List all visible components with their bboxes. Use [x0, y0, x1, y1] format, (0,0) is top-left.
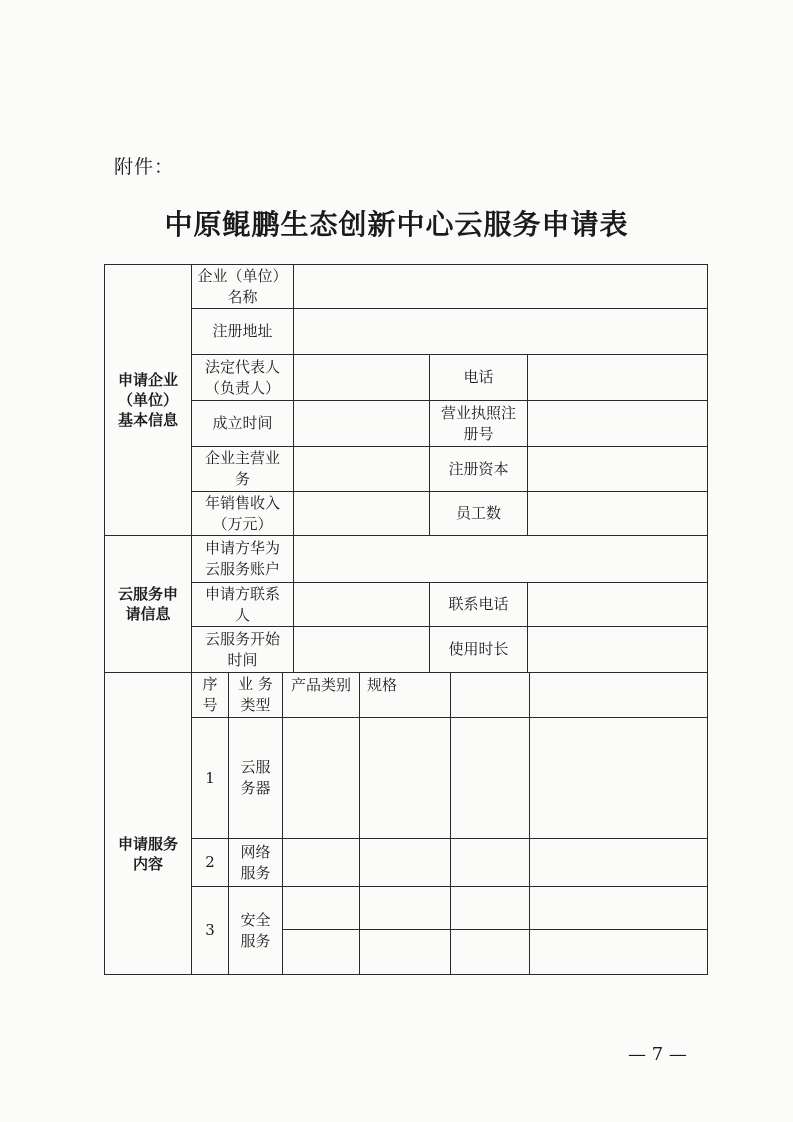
- service-row-no: 3: [205, 921, 215, 939]
- section-service-header-line: 内容: [132, 854, 163, 873]
- label-line: 人: [234, 605, 250, 624]
- label-main-business: [192, 447, 293, 491]
- label-line: 网络: [240, 842, 271, 861]
- label-line: 营业执照注: [440, 403, 516, 422]
- label-contact: [192, 583, 293, 626]
- label-reg-capital: 注册资本: [448, 459, 509, 478]
- label-annual-sales: [192, 492, 293, 535]
- section-service-header: [105, 673, 191, 974]
- label-address: 注册地址: [212, 322, 273, 340]
- input-license-no[interactable]: [528, 401, 707, 446]
- input-start-time[interactable]: [294, 627, 429, 672]
- label-line: 时间: [227, 650, 258, 669]
- label-license-no: [430, 401, 527, 446]
- section-cloud-header: [105, 536, 191, 672]
- input-address[interactable]: [294, 309, 707, 354]
- label-line: 务器: [240, 779, 271, 797]
- input-legal-rep[interactable]: [294, 355, 429, 400]
- input-cloud-account[interactable]: [294, 536, 707, 582]
- input-reg-capital[interactable]: [528, 447, 707, 491]
- label-contact-phone: 联系电话: [448, 595, 509, 613]
- section-service-header-line: 申请服务: [117, 834, 178, 853]
- label-legal-rep: [192, 355, 293, 400]
- label-line: 云服务账户: [204, 560, 280, 578]
- input-phone[interactable]: [528, 355, 707, 400]
- label-start-time: [192, 627, 293, 672]
- label-line: 服务: [240, 931, 271, 950]
- input-contact-phone[interactable]: [528, 583, 707, 626]
- label-employees: 员工数: [455, 504, 501, 522]
- label-line: 企业（单位）: [197, 266, 288, 285]
- label-line: 务: [234, 470, 250, 488]
- label-phone: 电话: [463, 368, 494, 386]
- section-company-header: [105, 265, 191, 535]
- label-line: 申请方华为: [204, 539, 280, 557]
- attachment-label: 附件：: [114, 156, 175, 178]
- input-company-name[interactable]: [294, 265, 707, 308]
- section-company-header-line: 申请企业: [117, 371, 178, 389]
- form-title: 中原鲲鹏生态创新中心云服务申请表: [164, 208, 629, 241]
- section-cloud-header-line: 请信息: [125, 605, 171, 623]
- service-row-type: [229, 718, 282, 838]
- col-header-seq: [192, 673, 228, 717]
- label-line: 云服务开始: [204, 629, 280, 648]
- service-row-type: [229, 887, 282, 974]
- label-company-name: [192, 265, 293, 308]
- label-line: 申请方联系: [204, 584, 280, 603]
- label-line: 安全: [240, 910, 271, 929]
- label-line: （负责人）: [204, 378, 280, 397]
- label-cloud-account: [192, 536, 293, 582]
- input-main-business[interactable]: [294, 447, 429, 491]
- section-cloud-header-line: 云服务申: [117, 585, 178, 603]
- label-line: 云服: [240, 758, 271, 776]
- page-number: — 7 —: [628, 1044, 687, 1065]
- input-duration[interactable]: [528, 627, 707, 672]
- label-line: 业 务: [238, 675, 273, 693]
- label-line: 册号: [463, 424, 494, 443]
- service-row-no: 2: [205, 853, 215, 871]
- label-line: 类型: [240, 696, 271, 714]
- label-line: 名称: [227, 287, 258, 306]
- section-company-header-line: （单位）: [117, 391, 178, 409]
- label-line: 法定代表人: [204, 357, 280, 376]
- col-header-category: 产品类别: [290, 676, 351, 694]
- col-header-spec: 规格: [366, 676, 397, 694]
- label-founded: 成立时间: [212, 414, 273, 432]
- service-row-no: 1: [205, 768, 215, 787]
- label-line: 服务: [240, 863, 271, 882]
- label-duration: 使用时长: [448, 640, 509, 658]
- label-line: 企业主营业: [204, 449, 280, 467]
- label-line: 序: [202, 675, 218, 693]
- label-line: 年销售收入: [204, 493, 280, 512]
- service-row-type: [229, 839, 282, 886]
- label-line: （万元）: [212, 514, 273, 533]
- input-annual-sales[interactable]: [294, 492, 429, 535]
- section-company-header-line: 基本信息: [117, 411, 178, 429]
- col-header-type: [229, 673, 282, 717]
- label-line: 号: [202, 696, 218, 714]
- input-founded[interactable]: [294, 401, 429, 446]
- input-contact[interactable]: [294, 583, 429, 626]
- input-employees[interactable]: [528, 492, 707, 535]
